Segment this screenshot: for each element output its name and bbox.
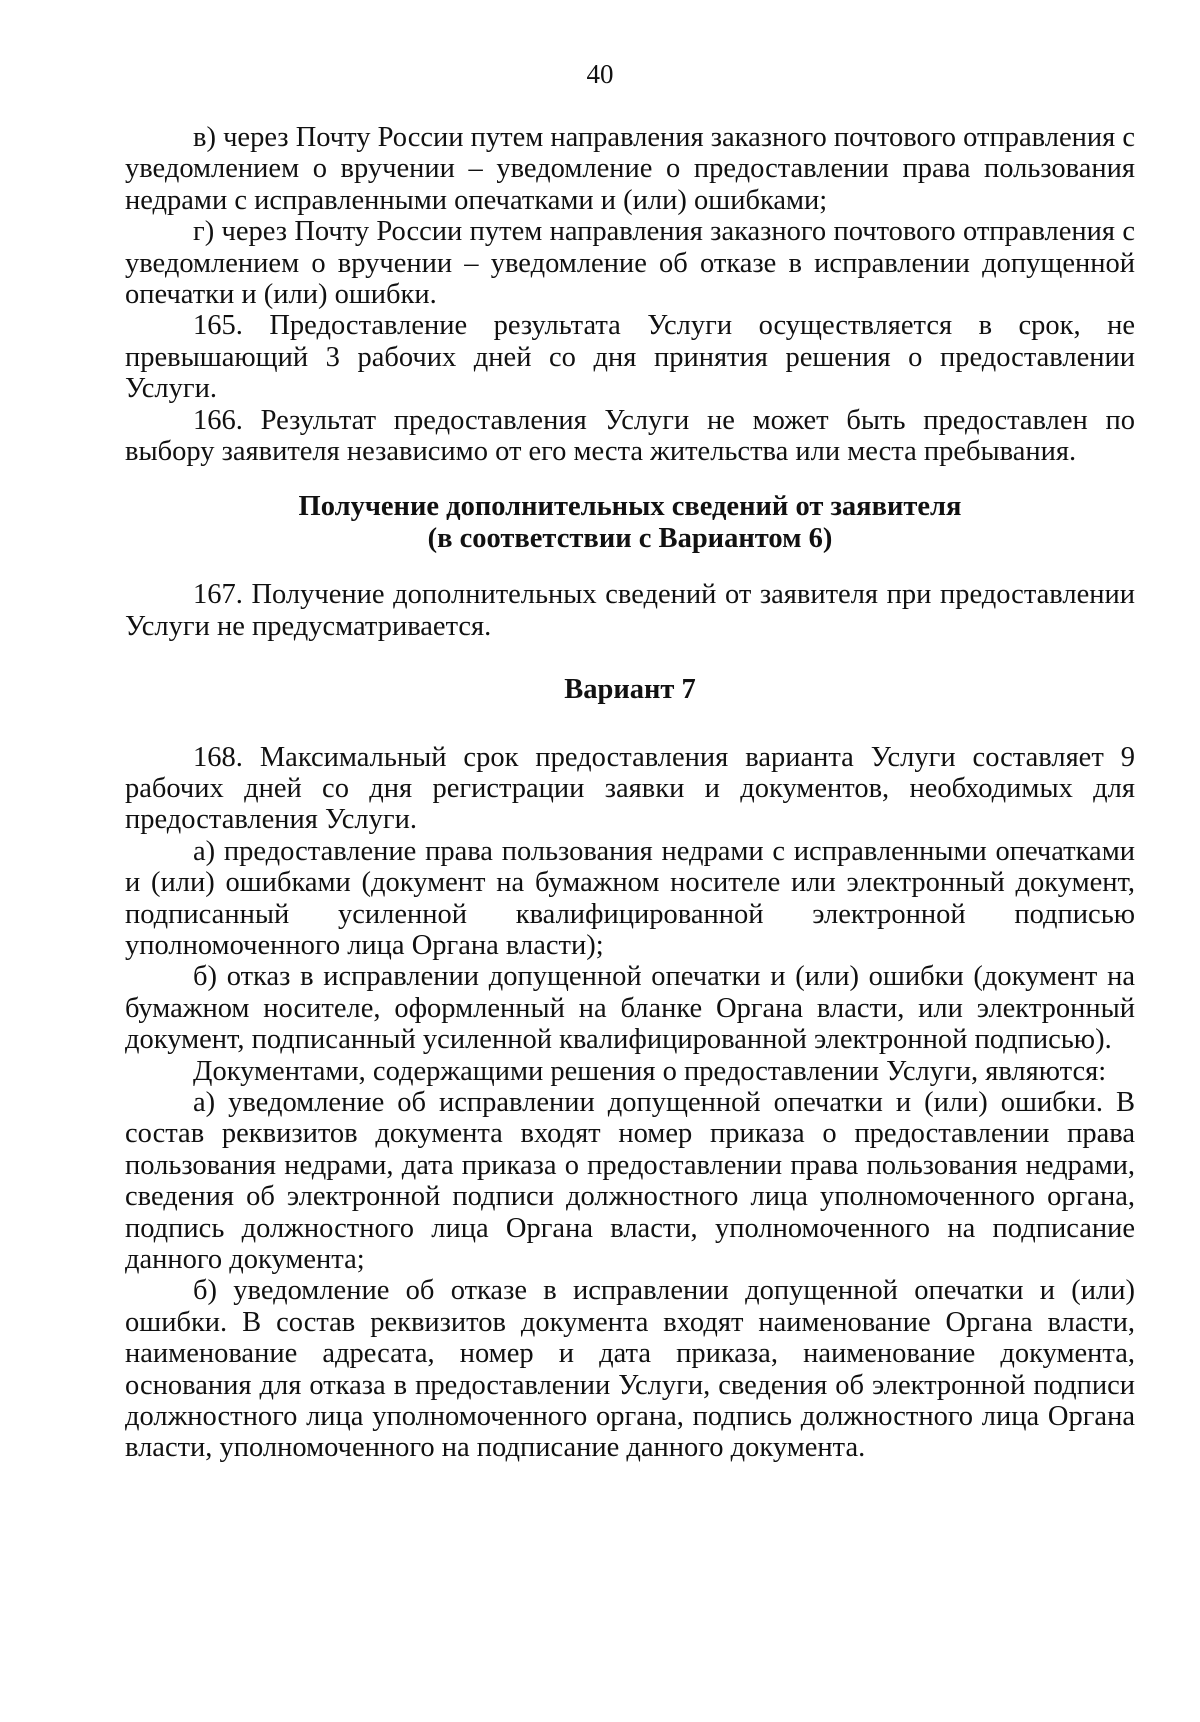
paragraph-decision-a: а) уведомление об исправлении допущенной опечатки и (или) ошибки. В состав реквизитов документа входят номер приказа о предоставлении права пользования недрами, дата приказа о предоставлении права пользования недрами, сведения об электронной подписи должностного лица уполномоченного органа, подпись должностного лица Органа власти, уполномоченного на подписание данного документа; bbox=[125, 1086, 1135, 1275]
paragraph-decision-b: б) уведомление об отказе в исправлении допущенной опечатки и (или) ошибки. В состав реквизитов документа входят наименование Органа власти, наименование адресата, номер и дата приказа, наименование документа, основания для отказа в предоставлении Услуги, сведения об электронной подписи должностного лица уполномоченного органа, подпись должностного лица Органа власти, уполномоченного на подписание данного документа. bbox=[125, 1275, 1135, 1464]
paragraph-168-b: б) отказ в исправлении допущенной опечатки и (или) ошибки (документ на бумажном носителе, оформленный на бланке Органа власти, или электронный документ, подписанный усиленной квалифицированной электронной подписью). bbox=[125, 961, 1135, 1056]
paragraph-165: 165. Предоставление результата Услуги осуществляется в срок, не превышающий 3 рабочих дней со дня принятия решения о предоставлении Услуги. bbox=[125, 310, 1135, 405]
page-number: 40 bbox=[586, 59, 614, 89]
section-heading-line-1: Получение дополнительных сведений от заявителя bbox=[298, 491, 962, 523]
paragraph-166: 166. Результат предоставления Услуги не может быть предоставлен по выбору заявителя независимо от его места жительства или места пребывания. bbox=[125, 404, 1135, 468]
paragraph-g: г) через Почту России путем направления заказного почтового отправления с уведомлением о вручении – уведомление об отказе в исправлении допущенной опечатки и (или) ошибки. bbox=[125, 216, 1135, 311]
section-heading-line-2: (в соответствии с Вариантом 6) bbox=[427, 522, 833, 554]
paragraph-167: 167. Получение дополнительных сведений от заявителя при предоставлении Услуги не предусматривается. bbox=[125, 579, 1135, 642]
document-body bbox=[125, 122, 1135, 1464]
section-heading bbox=[125, 491, 1135, 554]
paragraph-v: в) через Почту России путем направления заказного почтового отправления с уведомлением о вручении – уведомление о предоставлении права пользования недрами с исправленными опечатками и (или) ошибками; bbox=[125, 122, 1135, 216]
paragraph-168-a: а) предоставление права пользования недрами с исправленными опечатками и (или) ошибками (документ на бумажном носителе или электронный документ, подписанный усиленной квалифицированной электронной подписью уполномоченного лица Органа власти); bbox=[125, 835, 1135, 961]
paragraph-168: 168. Максимальный срок предоставления варианта Услуги составляет 9 рабочих дней со дня регистрации заявки и документов, необходимых для предоставления Услуги. bbox=[125, 741, 1135, 836]
variant-heading: Вариант 7 bbox=[564, 674, 696, 706]
paragraph-decision-documents: Документами, содержащими решения о предоставлении Услуги, являются: bbox=[193, 1055, 1107, 1087]
